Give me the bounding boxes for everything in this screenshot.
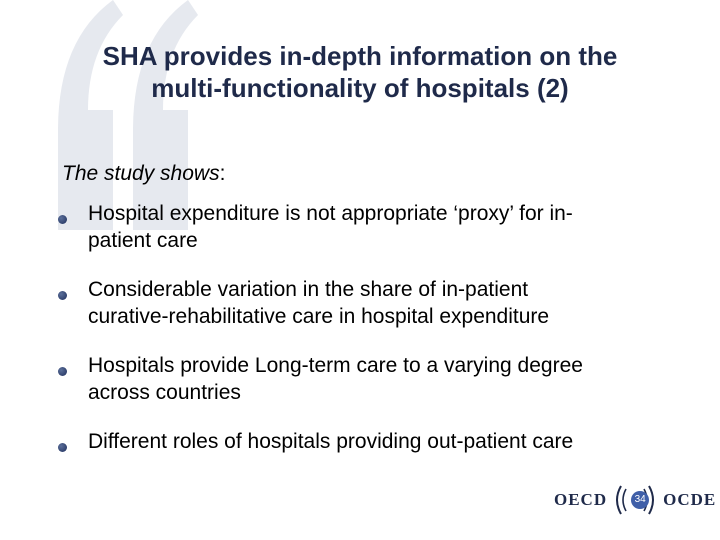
title-line-1: SHA provides in-depth information on the: [102, 41, 618, 71]
title-line-2: multi-functionality of hospitals (2): [151, 73, 569, 103]
bullet-dot-icon: [58, 215, 67, 224]
bullet-1-line-2: patient care: [88, 229, 198, 252]
bullet-item-3: [55, 352, 695, 406]
bullet-3-line-2: across countries: [88, 381, 241, 404]
bullet-item-2: [55, 276, 695, 330]
logo-text-oecd: OECD: [554, 490, 608, 509]
bullet-1-line-1: Hospital expenditure is not appropriate ‘proxy’ for in-: [88, 202, 573, 225]
bullet-dot-icon: [58, 367, 67, 376]
intro-label: The study shows: [62, 162, 220, 185]
bullet-3-line-1: Hospitals provide Long-term care to a varying degree: [88, 354, 583, 377]
slide-title: [40, 40, 680, 104]
bullet-dot-icon: [58, 291, 67, 300]
bullet-dot-icon: [58, 443, 67, 452]
bullet-2-line-2: curative-rehabilitative care in hospital expenditure: [88, 305, 550, 328]
oecd-emblem-icon: [611, 482, 659, 518]
oecd-logo: [554, 482, 716, 518]
intro-text: [62, 162, 225, 186]
bullet-2-line-1: Considerable variation in the share of in-patient: [88, 278, 529, 301]
bullet-list: [55, 200, 695, 455]
bullet-item-4: [55, 428, 695, 455]
intro-colon: :: [219, 162, 226, 185]
bullet-item-1: [55, 200, 695, 254]
bullet-4-line-1: Different roles of hospitals providing out-patient care: [88, 430, 574, 453]
page-number-badge: 34: [631, 491, 649, 509]
logo-text-ocde: OCDE: [663, 490, 717, 509]
